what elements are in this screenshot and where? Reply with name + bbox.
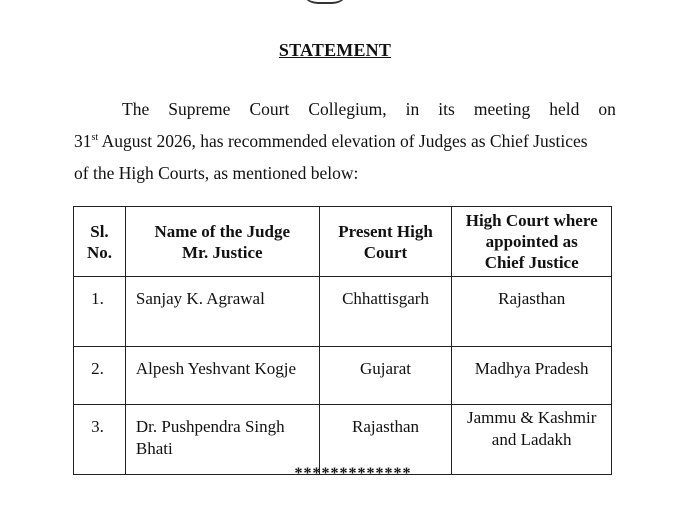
row-judge-name: Sanjay K. Agrawal — [125, 277, 319, 347]
paragraph-word: held — [549, 99, 580, 119]
row-sl-no: 2. — [74, 347, 126, 405]
emblem-partial — [300, 0, 350, 4]
date-day: 31 — [74, 131, 92, 151]
paragraph-word: Court — [249, 99, 290, 119]
paragraph-word: in — [405, 99, 420, 119]
table-header-row — [74, 207, 612, 277]
paragraph-line-2-text: August 2026, has recommended elevation of Judges as Chief Justices — [98, 131, 588, 151]
header-present-court: Present High Court — [319, 207, 452, 277]
paragraph-line-2 — [74, 125, 616, 157]
header-judge-name: Name of the Judge Mr. Justice — [125, 207, 319, 277]
row-sl-no: 1. — [74, 277, 126, 347]
paragraph-word: Supreme — [168, 99, 231, 119]
row-sl-no: 3. — [74, 405, 126, 475]
row-present-court: Chhattisgarh — [319, 277, 452, 347]
paragraph-word: on — [598, 99, 616, 119]
end-marker: ************* — [294, 465, 412, 482]
paragraph-word: its — [438, 99, 455, 119]
date-suffix: st — [91, 132, 99, 143]
row-appointed-court: Jammu & Kashmir and Ladakh — [452, 405, 612, 475]
table-row — [74, 277, 612, 347]
paragraph-word: meeting — [473, 99, 531, 119]
row-present-court: Gujarat — [319, 347, 452, 405]
header-appointed-court: High Court where appointed as Chief Justice — [452, 207, 612, 277]
judges-table — [73, 206, 612, 475]
row-appointed-court: Madhya Pradesh — [452, 347, 612, 405]
paragraph-word: Collegium, — [308, 99, 387, 119]
paragraph-word: The — [122, 99, 150, 119]
table-row — [74, 405, 612, 475]
paragraph-line-1 — [74, 93, 616, 125]
header-sl-no: Sl. No. — [74, 207, 126, 277]
document-title: STATEMENT — [278, 40, 392, 60]
statement-paragraph — [74, 93, 616, 189]
table-row — [74, 347, 612, 405]
row-appointed-court: Rajasthan — [452, 277, 612, 347]
row-judge-name: Alpesh Yeshvant Kogje — [125, 347, 319, 405]
row-judge-name: Dr. Pushpendra Singh Bhati — [125, 405, 319, 475]
paragraph-line-3: of the High Courts, as mentioned below: — [74, 163, 359, 183]
row-present-court: Rajasthan — [319, 405, 452, 475]
